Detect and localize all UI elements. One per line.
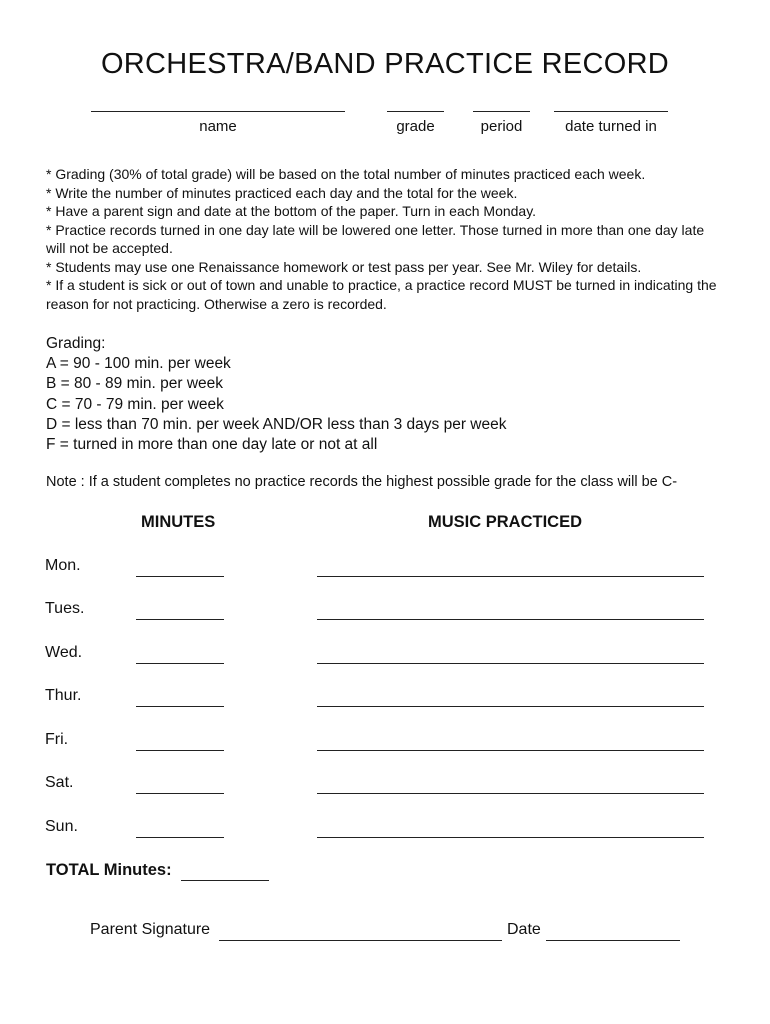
grading-heading: Grading:: [46, 335, 106, 352]
grade-label: grade: [396, 118, 435, 135]
instruction-item: * Write the number of minutes practiced each day and the total for the week.: [46, 184, 518, 201]
music-blank-tues[interactable]: [317, 619, 704, 620]
day-label-sat: Sat.: [45, 774, 74, 791]
minutes-blank-thur[interactable]: [136, 706, 224, 707]
music-blank-fri[interactable]: [317, 750, 704, 751]
name-field[interactable]: [91, 111, 345, 135]
note: Note : If a student completes no practice records the highest possible grade for the class will be C-: [46, 474, 678, 490]
parent-signature-label: Parent Signature: [90, 921, 211, 938]
total-minutes-label: TOTAL Minutes:: [46, 861, 172, 879]
name-blank[interactable]: [91, 111, 345, 112]
music-practiced-column-heading: MUSIC PRACTICED: [428, 513, 583, 531]
music-blank-sat[interactable]: [317, 793, 704, 794]
minutes-column-heading: MINUTES: [141, 513, 216, 531]
name-label: name: [199, 118, 237, 135]
parent-signature-blank[interactable]: [219, 940, 502, 941]
minutes-blank-fri[interactable]: [136, 750, 224, 751]
instruction-item: * If a student is sick or out of town and unable to practice, a practice record MUST be turned in indicating the reason for not practicing. Otherwise a zero is recorded.: [46, 277, 717, 312]
date-turned-in-blank[interactable]: [554, 111, 668, 112]
minutes-blank-mon[interactable]: [136, 576, 224, 577]
instruction-item: * Have a parent sign and date at the bottom of the paper. Turn in each Monday.: [46, 203, 537, 219]
total-minutes-blank[interactable]: [181, 880, 269, 881]
music-blank-sun[interactable]: [317, 837, 704, 838]
music-blank-thur[interactable]: [317, 706, 704, 707]
period-field[interactable]: [473, 111, 530, 135]
music-blank-mon[interactable]: [317, 576, 704, 577]
grade-d: D = less than 70 min. per week AND/OR less than 3 days per week: [46, 415, 507, 433]
date-turned-in-label: date turned in: [565, 118, 657, 135]
day-label-mon: Mon.: [45, 557, 81, 574]
day-label-wed: Wed.: [45, 644, 83, 661]
minutes-blank-tues[interactable]: [136, 619, 224, 620]
instructions: [46, 165, 726, 313]
date-turned-in-field[interactable]: [554, 111, 668, 135]
date-label: Date: [507, 921, 541, 938]
grade-a: A = 90 - 100 min. per week: [46, 355, 231, 373]
instruction-item: * Grading (30% of total grade) will be based on the total number of minutes practiced each week.: [46, 166, 646, 182]
page-title: ORCHESTRA/BAND PRACTICE RECORD: [100, 48, 670, 80]
minutes-blank-sun[interactable]: [136, 837, 224, 838]
grade-f: F = turned in more than one day late or not at all: [46, 436, 378, 454]
day-label-sun: Sun.: [45, 818, 78, 835]
day-label-thur: Thur.: [45, 687, 82, 704]
day-label-fri: Fri.: [45, 731, 69, 748]
minutes-blank-sat[interactable]: [136, 793, 224, 794]
instruction-item: * Practice records turned in one day late will be lowered one letter. Those turned in more than one day late will not be accepted.: [46, 221, 705, 256]
grade-b: B = 80 - 89 min. per week: [46, 375, 224, 393]
grade-field[interactable]: [387, 111, 444, 135]
grading-scale: [46, 334, 506, 455]
period-blank[interactable]: [473, 111, 530, 112]
signature-date-blank[interactable]: [546, 940, 680, 941]
grade-blank[interactable]: [387, 111, 444, 112]
grade-c: C = 70 - 79 min. per week: [46, 395, 224, 413]
day-label-tues: Tues.: [45, 600, 85, 617]
period-label: period: [480, 118, 523, 135]
music-blank-wed[interactable]: [317, 663, 704, 664]
instruction-item: * Students may use one Renaissance homework or test pass per year. See Mr. Wiley for details.: [46, 258, 642, 275]
minutes-blank-wed[interactable]: [136, 663, 224, 664]
